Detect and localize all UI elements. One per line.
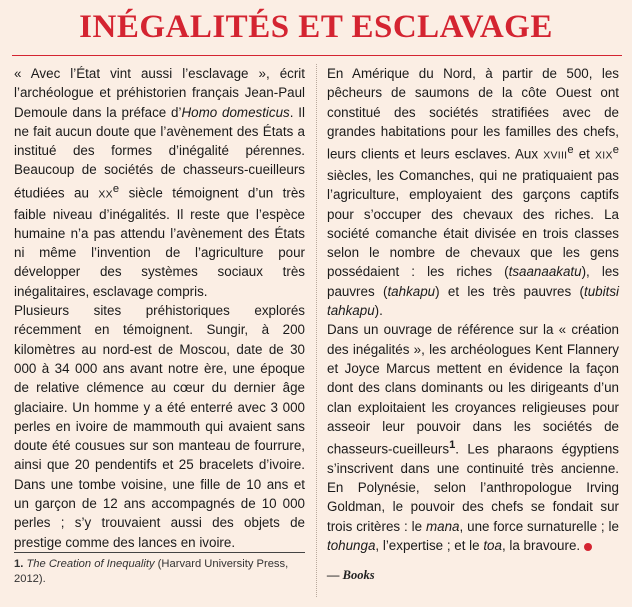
article-title: INÉGALITÉS ET ESCLAVAGE [79,9,553,45]
p3-text-d: ) et les très pauvres ( [435,283,585,299]
century-18-sup: e [567,144,574,157]
red-dot-icon [584,543,592,551]
p3-text-b: siècles, les Comanches, qui ne pratiquaient pas l’agriculture, employaient des garçons captifs pour s’occuper des chevaux des riches. La société comanche était divisée en trois classes selon le nombre de chevaux que les gens possédaient : les riches ( [327,167,619,280]
p1-text-c: siècle témoignent d’un très faible niveau d’inégalités. Il reste que l’espèce humaine n’a pas attendu l’avènement des États ni même l’invention de l’agriculture pour développer des systèmes sociaux très inégalitaires, esclavage compris. [14,185,305,299]
term-rich: tsaanaakatu [508,264,582,280]
p4-text-d: , l’expertise ; et le [375,538,484,554]
p4-text-a: Dans un ouvrage de référence sur la « création des inégalités », les archéologues Kent Flannery et Joyce Marcus mettent en évidence la façon dont des clans dominants ou les dirigeants d’un clan exploitaient les croyances religieuses pour asseoir leur pouvoir dans les sociétés de chasseurs-cueilleurs [327,322,619,457]
right-column [327,64,619,555]
footnote-book-title: The Creation of Inequality [26,558,155,570]
paragraph-1 [14,64,305,301]
column-divider [316,64,317,597]
source-credit: — Books [327,568,375,582]
p3-text-e: ). [374,303,383,319]
paragraph-2: Plusieurs sites préhistoriques explorés récemment en témoignent. Sungir, à 200 kilomètres au nord-est de Moscou, date de 30 000 à 34 000 ans avant notre ère, une époque de relative clémence au cœur du dernier âge glaciaire. Un homme y a été enterré avec 3 000 perles en ivoire de mammouth qui avaient sans doute été cousues sur son manteau de fourrure, ainsi que 20 pendentifs et 25 bracelets d’ivoire. Dans une tombe voisine, une fille de 10 ans et un garçon de 12 ans accompagnés de 10 000 perles ; s’y trouvaient aussi des objets de prestige comme des lances en ivoire. [14,303,305,550]
term-very-poor: tubitsi tahkapu [327,283,619,319]
century-19: XIX [595,150,613,162]
term-toa: toa [483,538,502,554]
p3-text-c: ), les pauvres ( [327,264,619,299]
century-19-sup: e [612,144,619,157]
p3-text-a: En Amérique du Nord, à partir de 500, les pêcheurs de saumons de la côte Ouest ont constitué des sociétés stratifiées avec de grandes habitations pour les familles des chefs, leurs clients et leurs esclaves. Aux [327,66,619,162]
left-column [14,64,305,552]
p1-text-a: « Avec l’État vint aussi l’esclavage », écrit l’archéologue et préhistorien français Jean-Paul Demoule dans la préface d’ [14,66,305,120]
footnote-ref[interactable]: 1 [449,439,456,452]
paragraph-4 [327,320,619,555]
p4-text-e: , la bravoure. [501,538,581,554]
term-tohunga: tohunga [327,538,376,554]
footnote-publisher: (Harvard University Press, 2012). [14,558,289,585]
book-title: Homo domesticus [181,104,290,120]
century-label: XX [98,189,113,201]
term-mana: mana [425,518,460,534]
title-rule [12,55,622,56]
p1-text-b: . Il ne fait aucun doute que l’avènement des États a institué des formes d’inégalité pérennes. Beaucoup de sociétés de chasseurs-cueilleurs étudiées au [14,104,305,201]
p3-and: et [573,146,596,162]
footnote-number: 1. [14,558,24,570]
footnote [14,557,305,587]
century-18: XVIII [543,150,568,162]
p4-text-b: . Les pharaons égyptiens s’inscrivent dans une continuité très ancienne. En Polynésie, selon l’anthropologue Irving Goldman, le pouvoir des chefs se fondait sur trois critères : le [327,441,619,534]
paragraph-3 [327,64,619,320]
century-sup: e [112,182,120,195]
term-poor: tahkapu [387,283,436,299]
p4-text-c: , une force surnaturelle ; le [459,518,619,534]
footnote-rule [14,552,305,553]
